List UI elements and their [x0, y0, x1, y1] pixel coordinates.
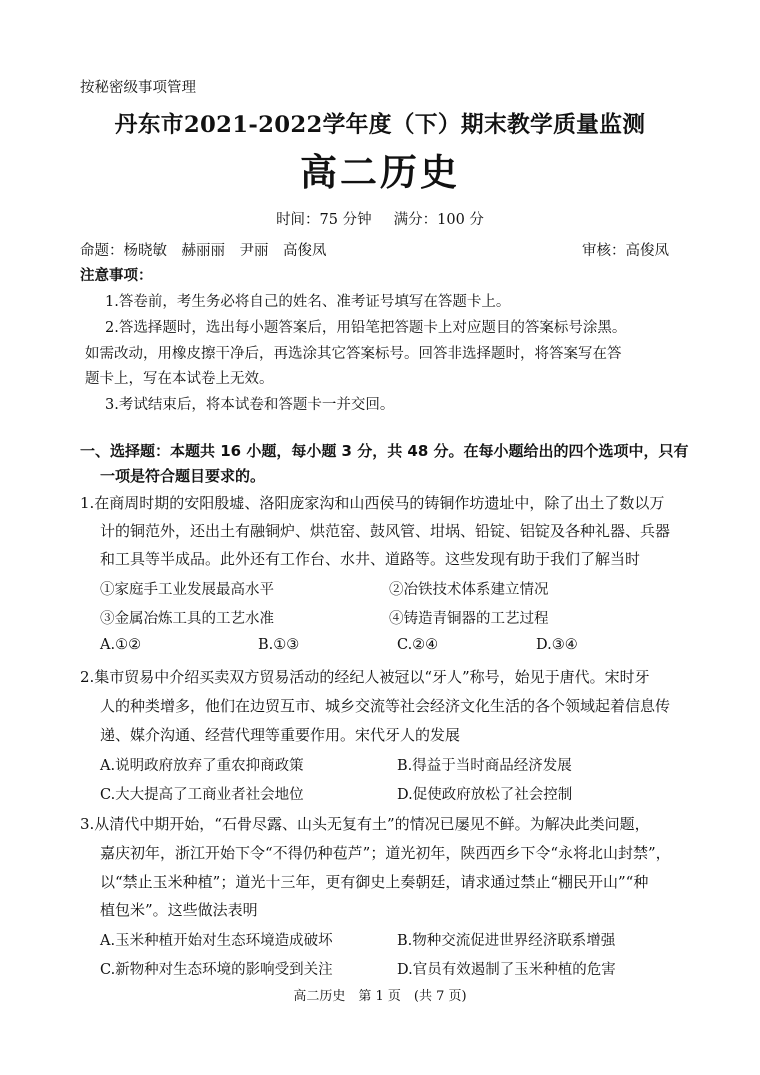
statement: ④铸造青铜器的工艺过程 [389, 611, 549, 627]
option-a: A.说明政府放弃了重农抑商政策 [100, 758, 304, 774]
option-c: C.新物种对生态环境的影响受到关注 [100, 962, 333, 978]
section-heading: 一、选择题：本题共 16 小题，每小题 3 分，共 48 分。在每小题给出的四个选项中，只有 [80, 442, 689, 460]
notice-heading: 注意事项： [80, 267, 153, 284]
question-stem: 计的铜范外，还出土有融铜炉、烘范窑、鼓风管、坩埚、铅锭、铝锭及各种礼器、兵器 [100, 522, 671, 540]
question-stem: 人的种类增多，他们在边贸互市、城乡交流等社会经济文化生活的各个领域起着信息传 [100, 697, 671, 715]
notice-line: 如需改动，用橡皮擦干净后，再选涂其它答案标号。回答非选择题时，将答案写在答 [85, 346, 622, 362]
question-stem: 递、媒介沟通、经营代理等重要作用。宋代牙人的发展 [100, 726, 461, 744]
notice-line: 2.答选择题时，选出每小题答案后，用铅笔把答题卡上对应题目的答案标号涂黑。 [105, 320, 627, 336]
option-a: A.①② [100, 637, 142, 653]
exam-time: 时间：75 分钟 [276, 212, 372, 228]
option-d: D.③④ [536, 637, 578, 653]
question-stem: 嘉庆初年，浙江开始下令“不得仍种苞芦”；道光初年，陕西西乡下令“永将北山封禁”， [100, 844, 671, 862]
question-stem: 3.从清代中期开始，“石骨尽露、山头无复有土”的情况已屡见不鲜。为解决此类问题， [80, 815, 650, 833]
statement: ③金属冶炼工具的工艺水准 [100, 611, 274, 627]
option-c: C.②④ [397, 637, 439, 653]
option-b: B.①③ [258, 637, 300, 653]
full-score: 满分：100 分 [393, 212, 484, 228]
option-b: B.物种交流促进世界经济联系增强 [397, 933, 616, 949]
option-a: A.玉米种植开始对生态环境造成破坏 [100, 933, 333, 949]
page-footer: 高二历史 第 1 页 (共 7 页) [293, 989, 467, 1004]
notice-line: 3.考试结束后，将本试卷和答题卡一并交回。 [105, 397, 395, 413]
question-stem: 1.在商周时期的安阳殷墟、洛阳庞家沟和山西侯马的铸铜作坊遗址中，除了出土了数以万 [80, 494, 665, 512]
proposers: 命题：杨晓敏 赫丽丽 尹丽 高俊凤 [80, 243, 327, 259]
statement: ②冶铁技术体系建立情况 [389, 582, 549, 598]
reviewer: 审核：高俊凤 [582, 243, 669, 259]
question-stem: 以“禁止玉米种植”；道光十三年，更有御史上奏朝廷，请求通过禁止“棚民开山”“种 [100, 873, 649, 891]
subject-title: 高二历史 [300, 151, 460, 194]
statement: ①家庭手工业发展最高水平 [100, 582, 274, 598]
secret-label: 按秘密级事项管理 [80, 80, 196, 96]
exam-title: 丹东市2021-2022学年度（下）期末教学质量监测 [114, 112, 646, 138]
option-b: B.得益于当时商品经济发展 [397, 758, 572, 774]
question-stem: 和工具等半成品。此外还有工作台、水井、道路等。这些发现有助于我们了解当时 [100, 550, 641, 568]
option-d: D.官员有效遏制了玉米种植的危害 [397, 962, 616, 978]
question-stem: 植包米”。这些做法表明 [100, 901, 258, 919]
notice-line: 题卡上，写在本试卷上无效。 [85, 371, 274, 387]
notice-line: 1.答卷前，考生务必将自己的姓名、准考证号填写在答题卡上。 [105, 294, 511, 310]
question-stem: 2.集市贸易中介绍买卖双方贸易活动的经纪人被冠以“牙人”称号，始见于唐代。宋时牙 [80, 668, 650, 686]
option-d: D.促使政府放松了社会控制 [397, 787, 573, 803]
section-heading-cont: 一项是符合题目要求的。 [100, 467, 266, 485]
option-c: C.大大提高了工商业者社会地位 [100, 787, 304, 803]
time-score-line [0, 208, 760, 229]
